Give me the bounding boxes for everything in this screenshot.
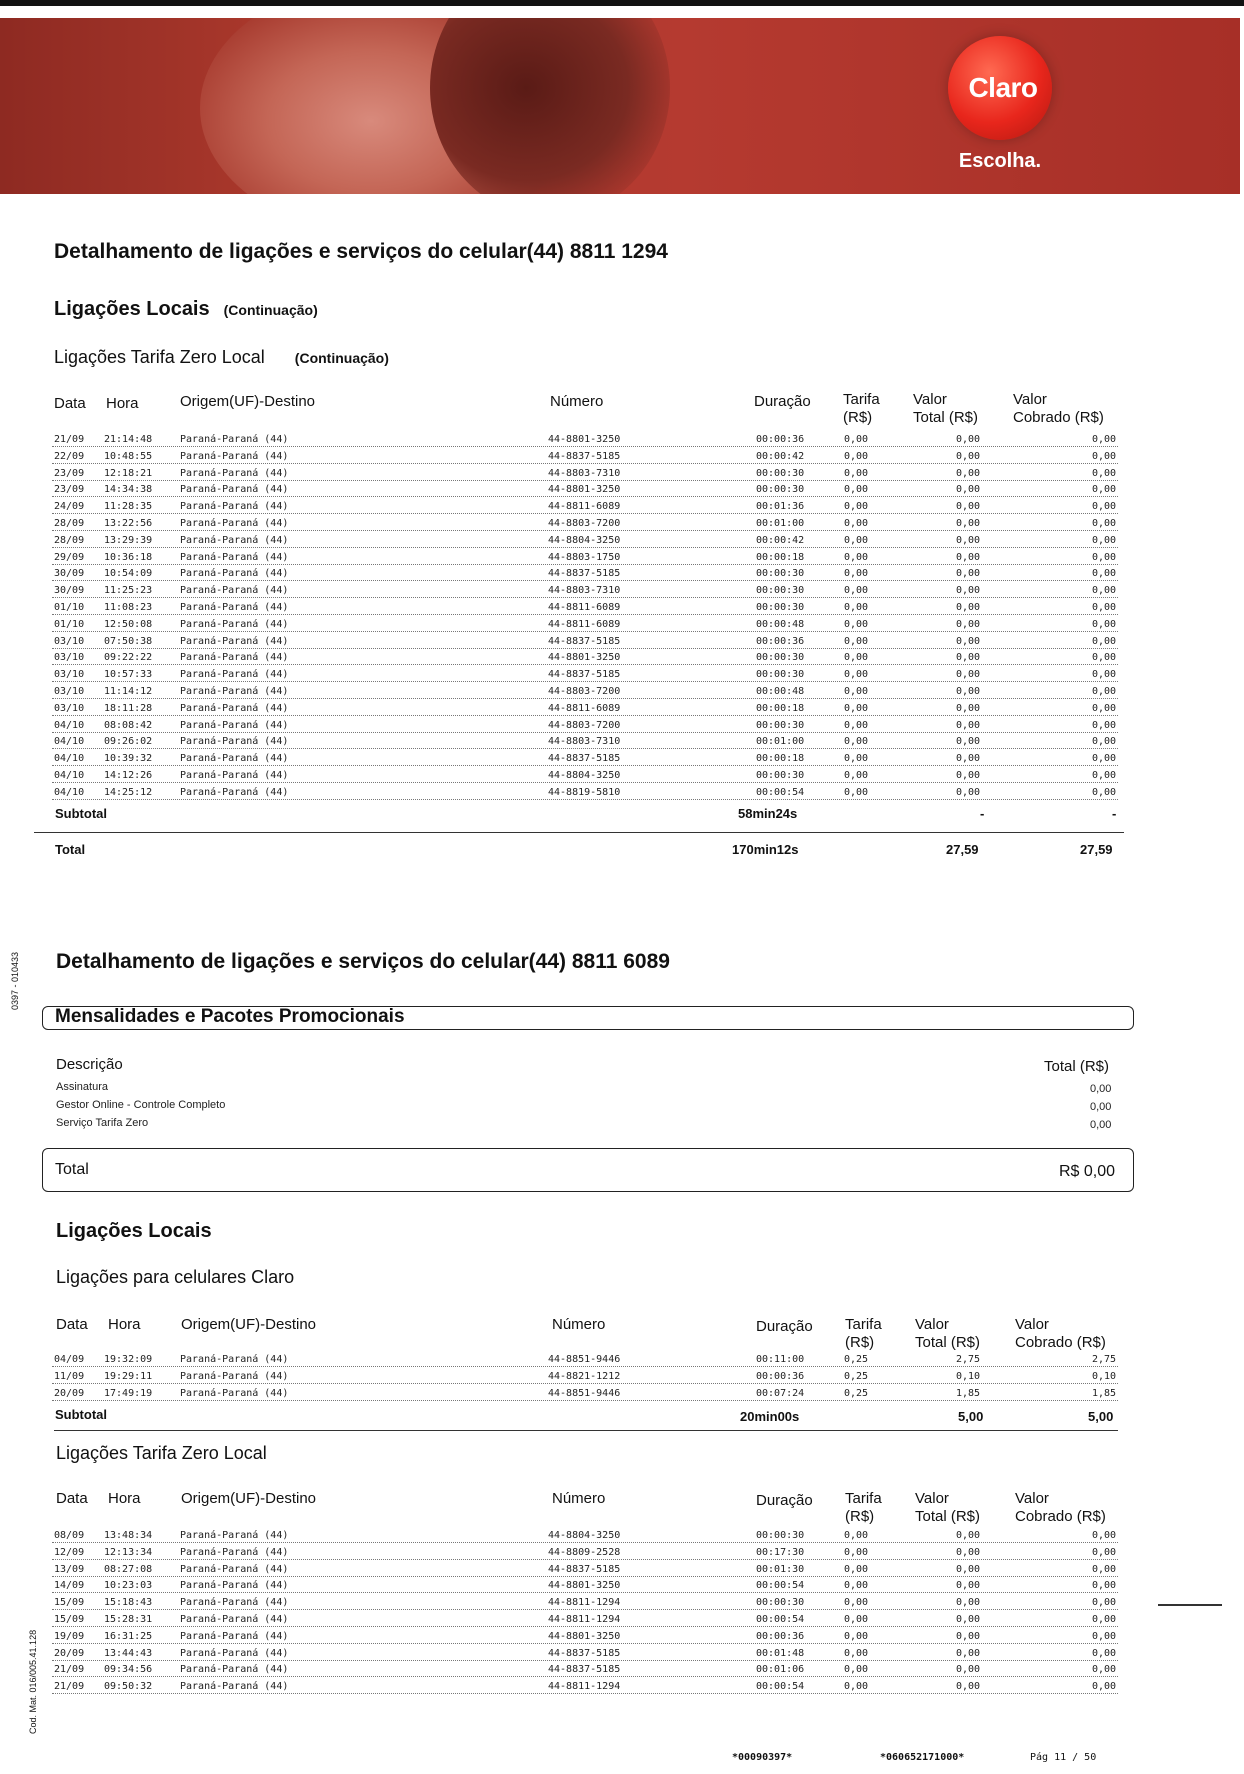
claro-subtotal-valor-total: 5,00: [958, 1409, 984, 1424]
table-row: 21/09 09:34:56 Paraná-Paraná (44) 44-8837-5185 00:01:06 0,00 0,00 0,00: [52, 1662, 1118, 1679]
table-row: 29/09 10:36:18 Paraná-Paraná (44) 44-8803-1750 00:00:18 0,00 0,00 0,00: [52, 550, 1118, 567]
mensalidades-total-value: R$ 0,00: [1058, 1163, 1115, 1180]
table-row: 04/10 14:12:26 Paraná-Paraná (44) 44-8804-3250 00:00:30 0,00 0,00 0,00: [52, 768, 1118, 785]
claro-subtotal-label: Subtotal: [55, 1407, 107, 1422]
zero-table-title: Ligações Tarifa Zero Local: [56, 1443, 267, 1463]
section2-locais-heading: Ligações Locais: [56, 1220, 212, 1242]
subtotal-valor-total: -: [980, 806, 985, 821]
table-row: 23/09 12:18:21 Paraná-Paraná (44) 44-8803-7310 00:00:30 0,00 0,00 0,00: [52, 466, 1118, 483]
section1-table-title: Ligações Tarifa Zero Local (Continuação): [54, 347, 389, 367]
slogan: Escolha.: [958, 150, 1042, 172]
item-value: 0,00: [1090, 1101, 1112, 1113]
claro-subtotal-duration: 20min00s: [740, 1409, 800, 1424]
table-row: 04/10 08:08:42 Paraná-Paraná (44) 44-8803-7200 00:00:30 0,00 0,00 0,00: [52, 718, 1118, 735]
table-row: 28/09 13:22:56 Paraná-Paraná (44) 44-8803-7200 00:01:00 0,00 0,00 0,00: [52, 516, 1118, 533]
logo-text: Claro: [968, 72, 1038, 103]
subtotal-valor-cobrado: -: [1112, 806, 1117, 821]
table-row: 03/10 09:22:22 Paraná-Paraná (44) 44-8801-3250 00:00:30 0,00 0,00 0,00: [52, 650, 1118, 667]
margin-cod-mat: Cod. Mat. 016/005.41.128: [28, 1629, 38, 1734]
item-label: Gestor Online - Controle Completo: [56, 1099, 226, 1111]
table-row: 13/09 08:27:08 Paraná-Paraná (44) 44-8837-5185 00:01:30 0,00 0,00 0,00: [52, 1562, 1118, 1579]
margin-mark: [1158, 1604, 1222, 1606]
desc-header: Descrição: [56, 1056, 123, 1073]
item-label: Assinatura: [56, 1081, 108, 1093]
total-header: Total (R$): [1044, 1058, 1110, 1075]
section2-title: Detalhamento de ligações e serviços do celular(44) 8811 6089: [56, 950, 670, 973]
subtotal-label: Subtotal: [55, 806, 107, 821]
table-row: 11/09 19:29:11 Paraná-Paraná (44) 44-8821-1212 00:00:36 0,25 0,10 0,10: [52, 1369, 1118, 1386]
total-valor-total: 27,59: [946, 842, 979, 857]
table-row: 28/09 13:29:39 Paraná-Paraná (44) 44-8804-3250 00:00:42 0,00 0,00 0,00: [52, 533, 1118, 550]
top-border: [0, 0, 1244, 6]
item-value: 0,00: [1090, 1083, 1112, 1095]
table-row: 22/09 10:48:55 Paraná-Paraná (44) 44-8837-5185 00:00:42 0,00 0,00 0,00: [52, 449, 1118, 466]
table-row: 20/09 13:44:43 Paraná-Paraná (44) 44-8837-5185 00:01:48 0,00 0,00 0,00: [52, 1646, 1118, 1663]
table-row: 20/09 17:49:19 Paraná-Paraná (44) 44-8851-9446 00:07:24 0,25 1,85 1,85: [52, 1386, 1118, 1403]
calls-table-1: [52, 432, 1118, 802]
table-row: 19/09 16:31:25 Paraná-Paraná (44) 44-8801-3250 00:00:36 0,00 0,00 0,00: [52, 1629, 1118, 1646]
table-row: 01/10 12:50:08 Paraná-Paraná (44) 44-8811-6089 00:00:48 0,00 0,00 0,00: [52, 617, 1118, 634]
table-row: 01/10 11:08:23 Paraná-Paraná (44) 44-8811-6089 00:00:30 0,00 0,00 0,00: [52, 600, 1118, 617]
total-valor-cobrado: 27,59: [1080, 842, 1113, 857]
total-duration: 170min12s: [732, 842, 799, 857]
calls-table-zero: [52, 1528, 1118, 1696]
mensalidades-heading: Mensalidades e Pacotes Promocionais: [42, 1006, 1134, 1030]
table-row: 04/09 19:32:09 Paraná-Paraná (44) 44-8851-9446 00:11:00 0,25 2,75 2,75: [52, 1352, 1118, 1369]
table-row: 03/10 11:14:12 Paraná-Paraná (44) 44-8803-7200 00:00:48 0,00 0,00 0,00: [52, 684, 1118, 701]
table-row: 15/09 15:28:31 Paraná-Paraná (44) 44-8811-1294 00:00:54 0,00 0,00 0,00: [52, 1612, 1118, 1629]
table-row: 30/09 10:54:09 Paraná-Paraná (44) 44-8837-5185 00:00:30 0,00 0,00 0,00: [52, 566, 1118, 583]
table-row: 23/09 14:34:38 Paraná-Paraná (44) 44-8801-3250 00:00:30 0,00 0,00 0,00: [52, 482, 1118, 499]
table-row: 12/09 12:13:34 Paraná-Paraná (44) 44-8809-2528 00:17:30 0,00 0,00 0,00: [52, 1545, 1118, 1562]
mensalidades-total-label: Total: [55, 1161, 89, 1178]
total-label: Total: [55, 842, 86, 857]
table-row: 30/09 11:25:23 Paraná-Paraná (44) 44-8803-7310 00:00:30 0,00 0,00 0,00: [52, 583, 1118, 600]
claro-table-title: Ligações para celulares Claro: [56, 1267, 295, 1287]
table-row: 14/09 10:23:03 Paraná-Paraná (44) 44-8801-3250 00:00:54 0,00 0,00 0,00: [52, 1578, 1118, 1595]
margin-code: 0397 - 010433: [10, 951, 20, 1010]
claro-subtotal-valor-cobrado: 5,00: [1088, 1409, 1114, 1424]
item-label: Serviço Tarifa Zero: [56, 1117, 149, 1129]
total-rule: [34, 832, 1124, 833]
table-row: 21/09 21:14:48 Paraná-Paraná (44) 44-8801-3250 00:00:36 0,00 0,00 0,00: [52, 432, 1118, 449]
table-row: 24/09 11:28:35 Paraná-Paraná (44) 44-8811-6089 00:01:36 0,00 0,00 0,00: [52, 499, 1118, 516]
item-value: 0,00: [1090, 1119, 1112, 1131]
footer-code-2: *060652171000*: [880, 1752, 965, 1763]
table-row: 15/09 15:18:43 Paraná-Paraná (44) 44-8811-1294 00:00:30 0,00 0,00 0,00: [52, 1595, 1118, 1612]
table-row: 03/10 10:57:33 Paraná-Paraná (44) 44-8837-5185 00:00:30 0,00 0,00 0,00: [52, 667, 1118, 684]
table-row: 04/10 14:25:12 Paraná-Paraná (44) 44-8819-5810 00:00:54 0,00 0,00 0,00: [52, 785, 1118, 802]
mensalidades-total-box: [42, 1148, 1134, 1192]
table-row: 08/09 13:48:34 Paraná-Paraná (44) 44-8804-3250 00:00:30 0,00 0,00 0,00: [52, 1528, 1118, 1545]
table-row: 03/10 07:50:38 Paraná-Paraná (44) 44-8837-5185 00:00:36 0,00 0,00 0,00: [52, 634, 1118, 651]
section1-subheading: Ligações Locais (Continuação): [54, 298, 318, 320]
table-row: 03/10 18:11:28 Paraná-Paraná (44) 44-8811-6089 00:00:18 0,00 0,00 0,00: [52, 701, 1118, 718]
table-row: 21/09 09:50:32 Paraná-Paraná (44) 44-8811-1294 00:00:54 0,00 0,00 0,00: [52, 1679, 1118, 1696]
subtotal-duration: 58min24s: [738, 806, 798, 821]
table-row: 04/10 10:39:32 Paraná-Paraná (44) 44-8837-5185 00:00:18 0,00 0,00 0,00: [52, 751, 1118, 768]
footer-page: Pág 11 / 50: [1030, 1752, 1097, 1763]
section1-title: Detalhamento de ligações e serviços do celular(44) 8811 1294: [54, 240, 668, 263]
calls-table-claro: [52, 1352, 1118, 1402]
table-row: 04/10 09:26:02 Paraná-Paraná (44) 44-8803-7310 00:01:00 0,00 0,00 0,00: [52, 734, 1118, 751]
footer-code-1: *00090397*: [732, 1752, 793, 1763]
